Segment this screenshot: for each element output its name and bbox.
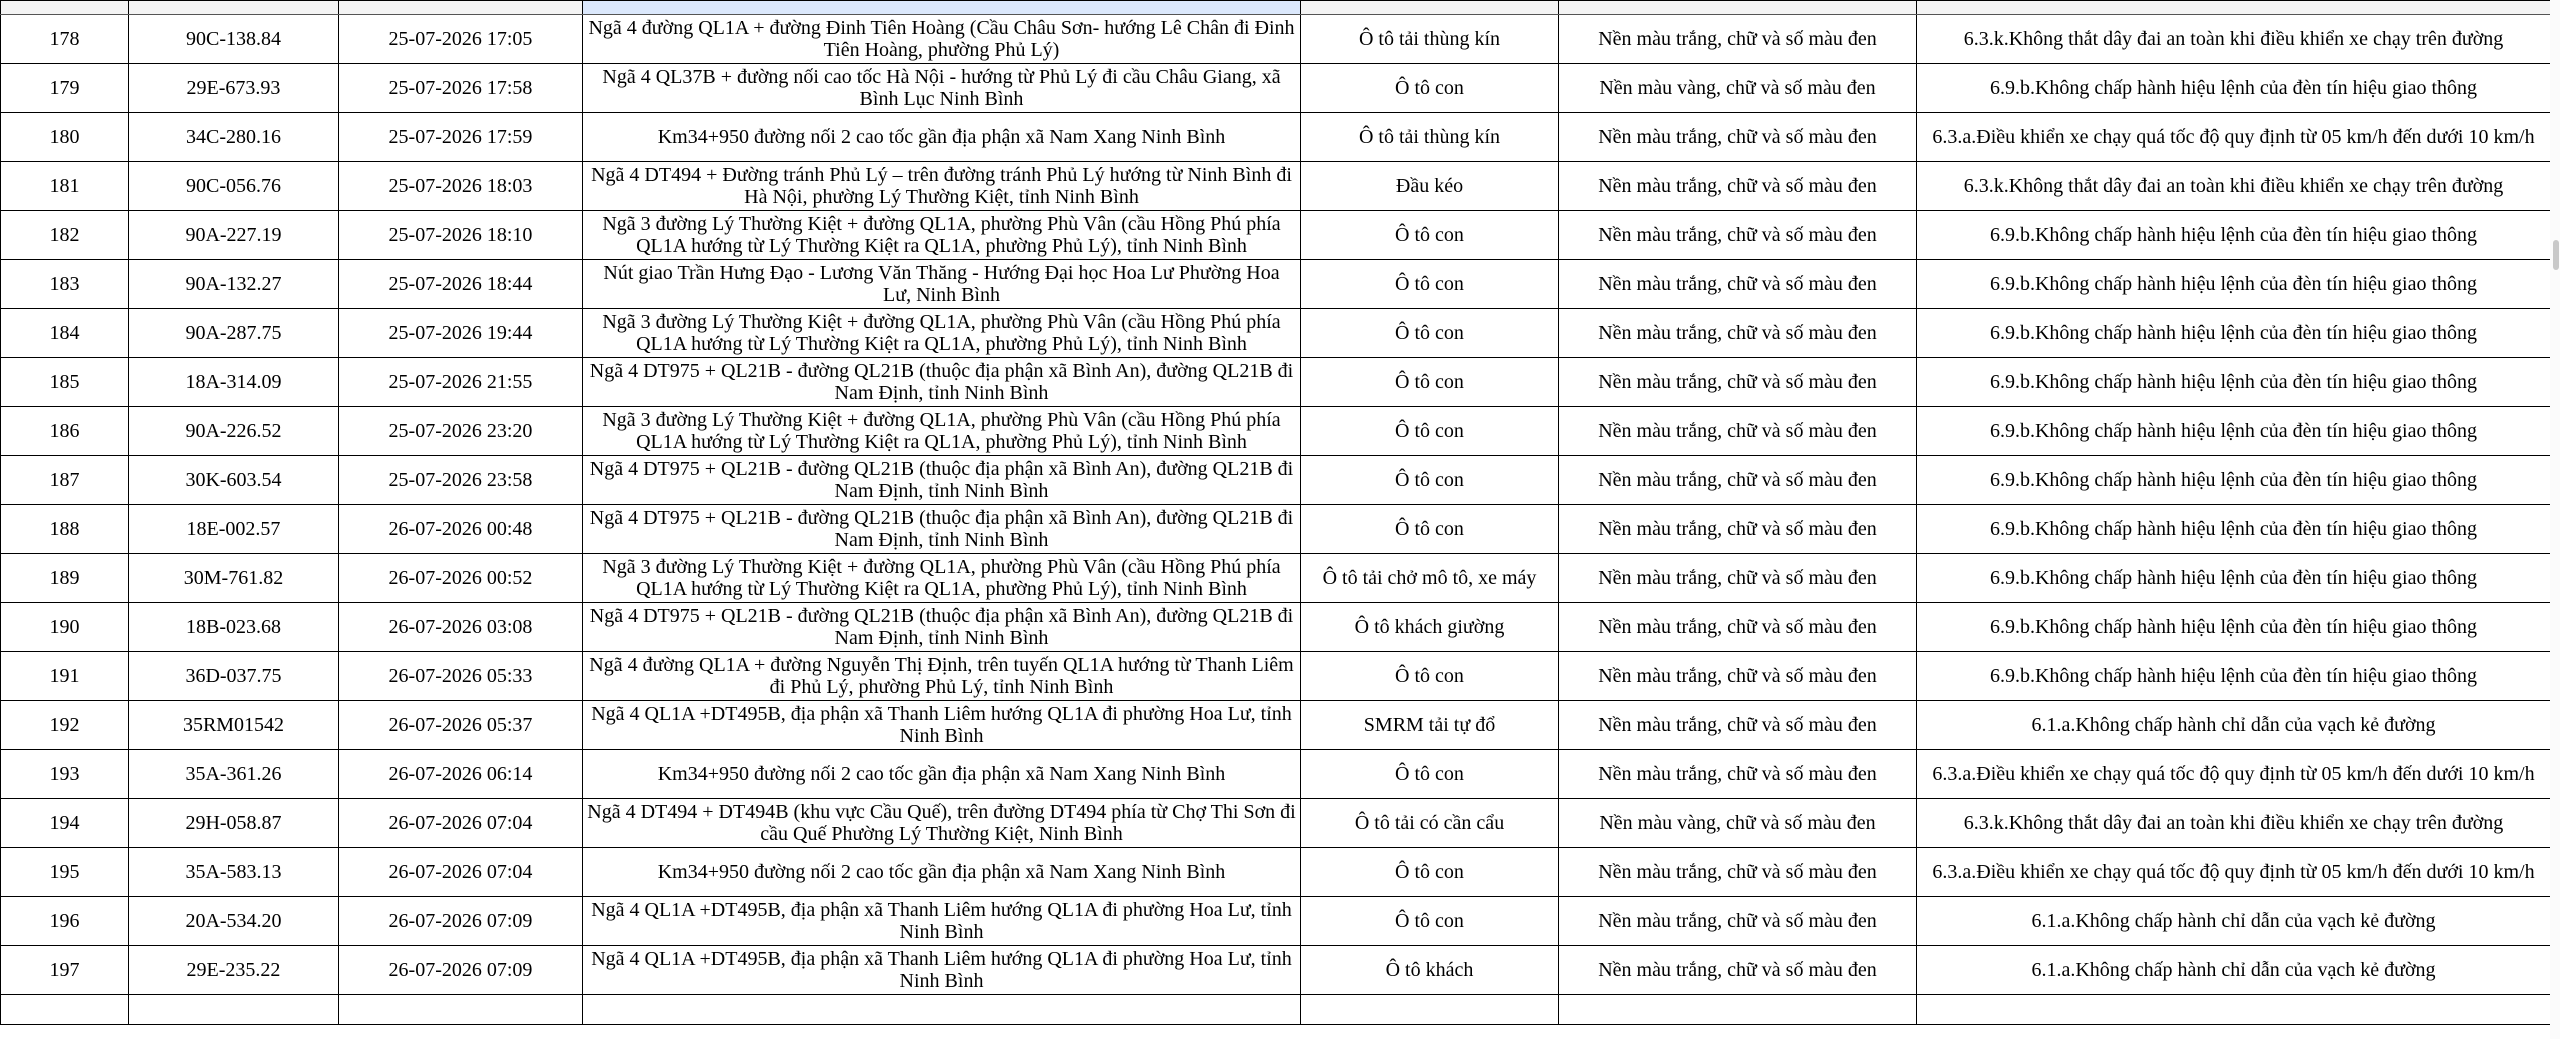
empty-cell[interactable] (1301, 995, 1559, 1025)
table-row (1, 211, 2551, 260)
cell-row-number[interactable]: 181 (1, 162, 129, 211)
cell-plate-color[interactable]: Nền màu trắng, chữ và số màu đen (1559, 211, 1917, 260)
cell-vehicle-type[interactable]: Ô tô con (1301, 505, 1559, 554)
cell-location[interactable]: Ngã 3 đường Lý Thường Kiệt + đường QL1A, phường Phù Vân (cầu Hồng Phú phía QL1A hướng từ Lý Thường Kiệt ra QL1A, phường Phủ Lý), tỉnh Ninh Bình (583, 211, 1301, 260)
cell-row-number[interactable]: 187 (1, 456, 129, 505)
cell-violation[interactable]: 6.9.b.Không chấp hành hiệu lệnh của đèn tín hiệu giao thông (1917, 603, 2551, 652)
cell-timestamp[interactable]: 26-07-2026 07:09 (339, 946, 583, 995)
cell-plate-color[interactable]: Nền màu trắng, chữ và số màu đen (1559, 358, 1917, 407)
table-body (1, 1, 2551, 1025)
cell-timestamp[interactable]: 26-07-2026 07:09 (339, 897, 583, 946)
cell-location[interactable]: Ngã 4 đường QL1A + đường Nguyễn Thị Định, trên tuyến QL1A hướng từ Thanh Liêm đi Phủ Lý, phường Phủ Lý, tỉnh Ninh Bình (583, 652, 1301, 701)
scrollbar-thumb[interactable] (2553, 240, 2559, 270)
cell-plate-color[interactable]: Nền màu trắng, chữ và số màu đen (1559, 750, 1917, 799)
cell-plate-color[interactable]: Nền màu trắng, chữ và số màu đen (1559, 505, 1917, 554)
cell-location[interactable]: Ngã 4 DT975 + QL21B - đường QL21B (thuộc địa phận xã Bình An), đường QL21B đi Nam Định, tỉnh Ninh Bình (583, 505, 1301, 554)
cell-violation[interactable]: 6.9.b.Không chấp hành hiệu lệnh của đèn tín hiệu giao thông (1917, 211, 2551, 260)
cell-location[interactable]: Ngã 4 DT494 + DT494B (khu vực Cầu Quế), trên đường DT494 phía từ Chợ Thi Sơn đi cầu Quế Phường Lý Thường Kiệt, Ninh Bình (583, 799, 1301, 848)
header-cell-selected[interactable] (583, 1, 1301, 15)
cell-timestamp[interactable]: 26-07-2026 05:33 (339, 652, 583, 701)
table-row (1, 309, 2551, 358)
cell-vehicle-type[interactable]: Ô tô con (1301, 897, 1559, 946)
cell-location[interactable]: Ngã 3 đường Lý Thường Kiệt + đường QL1A, phường Phù Vân (cầu Hồng Phú phía QL1A hướng từ Lý Thường Kiệt ra QL1A, phường Phủ Lý), tỉnh Ninh Bình (583, 554, 1301, 603)
cell-timestamp[interactable]: 26-07-2026 03:08 (339, 603, 583, 652)
cell-timestamp[interactable]: 25-07-2026 18:03 (339, 162, 583, 211)
cell-violation[interactable]: 6.3.a.Điều khiển xe chạy quá tốc độ quy định từ 05 km/h đến dưới 10 km/h (1917, 848, 2551, 897)
cell-plate-color[interactable]: Nền màu trắng, chữ và số màu đen (1559, 309, 1917, 358)
cell-violation[interactable]: 6.9.b.Không chấp hành hiệu lệnh của đèn tín hiệu giao thông (1917, 554, 2551, 603)
cell-location[interactable]: Ngã 4 DT975 + QL21B - đường QL21B (thuộc địa phận xã Bình An), đường QL21B đi Nam Định, tỉnh Ninh Bình (583, 603, 1301, 652)
cell-plate-color[interactable]: Nền màu trắng, chữ và số màu đen (1559, 848, 1917, 897)
cell-vehicle-type[interactable]: Ô tô con (1301, 260, 1559, 309)
cell-vehicle-type[interactable]: Ô tô con (1301, 64, 1559, 113)
cell-row-number[interactable]: 179 (1, 64, 129, 113)
cell-row-number[interactable]: 192 (1, 701, 129, 750)
header-cell[interactable] (1917, 1, 2551, 15)
cell-timestamp[interactable]: 26-07-2026 00:48 (339, 505, 583, 554)
cell-violation[interactable]: 6.9.b.Không chấp hành hiệu lệnh của đèn tín hiệu giao thông (1917, 652, 2551, 701)
cell-row-number[interactable]: 190 (1, 603, 129, 652)
table-row (1, 113, 2551, 162)
cell-vehicle-type[interactable]: Ô tô tải thùng kín (1301, 113, 1559, 162)
cell-violation[interactable]: 6.1.a.Không chấp hành chỉ dẫn của vạch kẻ đường (1917, 701, 2551, 750)
cell-timestamp[interactable]: 25-07-2026 17:05 (339, 15, 583, 64)
table-row (1, 64, 2551, 113)
cell-plate-color[interactable]: Nền màu trắng, chữ và số màu đen (1559, 701, 1917, 750)
header-cell[interactable] (129, 1, 339, 15)
cell-row-number[interactable]: 180 (1, 113, 129, 162)
vertical-scrollbar[interactable] (2550, 0, 2560, 1039)
table-row (1, 603, 2551, 652)
header-cell[interactable] (339, 1, 583, 15)
header-cell[interactable] (1559, 1, 1917, 15)
cell-plate-color[interactable]: Nền màu trắng, chữ và số màu đen (1559, 897, 1917, 946)
cell-plate-color[interactable]: Nền màu trắng, chữ và số màu đen (1559, 113, 1917, 162)
cell-license-plate[interactable]: 29E-673.93 (129, 64, 339, 113)
table-row (1, 505, 2551, 554)
cell-row-number[interactable]: 194 (1, 799, 129, 848)
table-row (1, 946, 2551, 995)
cell-violation[interactable]: 6.3.k.Không thắt dây đai an toàn khi điều khiển xe chạy trên đường (1917, 15, 2551, 64)
cell-location[interactable]: Ngã 4 DT494 + Đường tránh Phủ Lý – trên đường tránh Phủ Lý hướng từ Ninh Bình đi Hà Nội, phường Lý Thường Kiệt, tỉnh Ninh Bình (583, 162, 1301, 211)
table-row-partial (1, 995, 2551, 1025)
cell-timestamp[interactable]: 25-07-2026 17:59 (339, 113, 583, 162)
cell-plate-color[interactable]: Nền màu vàng, chữ và số màu đen (1559, 64, 1917, 113)
table-row (1, 554, 2551, 603)
cell-location[interactable]: Ngã 4 QL1A +DT495B, địa phận xã Thanh Liêm hướng QL1A đi phường Hoa Lư, tỉnh Ninh Bình (583, 946, 1301, 995)
cell-row-number[interactable]: 186 (1, 407, 129, 456)
cell-vehicle-type[interactable]: Ô tô con (1301, 848, 1559, 897)
cell-license-plate[interactable]: 90A-226.52 (129, 407, 339, 456)
cell-location[interactable]: Nút giao Trần Hưng Đạo - Lương Văn Thăng - Hướng Đại học Hoa Lư Phường Hoa Lư, Ninh Bình (583, 260, 1301, 309)
cell-plate-color[interactable]: Nền màu trắng, chữ và số màu đen (1559, 554, 1917, 603)
cell-license-plate[interactable]: 35A-361.26 (129, 750, 339, 799)
cell-license-plate[interactable]: 90C-138.84 (129, 15, 339, 64)
cell-plate-color[interactable]: Nền màu trắng, chữ và số màu đen (1559, 603, 1917, 652)
cell-location[interactable]: Km34+950 đường nối 2 cao tốc gần địa phận xã Nam Xang Ninh Bình (583, 113, 1301, 162)
cell-license-plate[interactable]: 36D-037.75 (129, 652, 339, 701)
cell-violation[interactable]: 6.1.a.Không chấp hành chỉ dẫn của vạch kẻ đường (1917, 946, 2551, 995)
cell-row-number[interactable]: 196 (1, 897, 129, 946)
cell-license-plate[interactable]: 90C-056.76 (129, 162, 339, 211)
cell-location[interactable]: Ngã 3 đường Lý Thường Kiệt + đường QL1A, phường Phù Vân (cầu Hồng Phú phía QL1A hướng từ Lý Thường Kiệt ra QL1A, phường Phủ Lý), tỉnh Ninh Bình (583, 407, 1301, 456)
table-row (1, 799, 2551, 848)
cell-vehicle-type[interactable]: Ô tô con (1301, 211, 1559, 260)
cell-license-plate[interactable]: 35A-583.13 (129, 848, 339, 897)
empty-cell[interactable] (1559, 995, 1917, 1025)
empty-cell[interactable] (1917, 995, 2551, 1025)
cell-row-number[interactable]: 188 (1, 505, 129, 554)
cell-violation[interactable]: 6.3.a.Điều khiển xe chạy quá tốc độ quy định từ 05 km/h đến dưới 10 km/h (1917, 113, 2551, 162)
cell-vehicle-type[interactable]: Ô tô con (1301, 456, 1559, 505)
cell-timestamp[interactable]: 26-07-2026 06:14 (339, 750, 583, 799)
header-cell[interactable] (1301, 1, 1559, 15)
cell-vehicle-type[interactable]: Ô tô con (1301, 652, 1559, 701)
cell-license-plate[interactable]: 18E-002.57 (129, 505, 339, 554)
cell-row-number[interactable]: 189 (1, 554, 129, 603)
cell-location[interactable]: Ngã 4 DT975 + QL21B - đường QL21B (thuộc địa phận xã Bình An), đường QL21B đi Nam Định, tỉnh Ninh Bình (583, 358, 1301, 407)
cell-violation[interactable]: 6.9.b.Không chấp hành hiệu lệnh của đèn tín hiệu giao thông (1917, 64, 2551, 113)
cell-vehicle-type[interactable]: Ô tô tải thùng kín (1301, 15, 1559, 64)
cell-location[interactable]: Ngã 4 DT975 + QL21B - đường QL21B (thuộc địa phận xã Bình An), đường QL21B đi Nam Định, tỉnh Ninh Bình (583, 456, 1301, 505)
cell-timestamp[interactable]: 25-07-2026 19:44 (339, 309, 583, 358)
cell-violation[interactable]: 6.9.b.Không chấp hành hiệu lệnh của đèn tín hiệu giao thông (1917, 456, 2551, 505)
cell-plate-color[interactable]: Nền màu trắng, chữ và số màu đen (1559, 946, 1917, 995)
table-row (1, 358, 2551, 407)
cell-violation[interactable]: 6.9.b.Không chấp hành hiệu lệnh của đèn tín hiệu giao thông (1917, 309, 2551, 358)
cell-timestamp[interactable]: 26-07-2026 07:04 (339, 799, 583, 848)
cell-vehicle-type[interactable]: SMRM tải tự đổ (1301, 701, 1559, 750)
cell-license-plate[interactable]: 30K-603.54 (129, 456, 339, 505)
table-row (1, 848, 2551, 897)
cell-license-plate[interactable]: 90A-132.27 (129, 260, 339, 309)
cell-violation[interactable]: 6.9.b.Không chấp hành hiệu lệnh của đèn tín hiệu giao thông (1917, 260, 2551, 309)
cell-license-plate[interactable]: 90A-227.19 (129, 211, 339, 260)
cell-row-number[interactable]: 197 (1, 946, 129, 995)
cell-row-number[interactable]: 193 (1, 750, 129, 799)
cell-timestamp[interactable]: 25-07-2026 21:55 (339, 358, 583, 407)
cell-plate-color[interactable]: Nền màu trắng, chữ và số màu đen (1559, 260, 1917, 309)
cell-violation[interactable]: 6.9.b.Không chấp hành hiệu lệnh của đèn tín hiệu giao thông (1917, 358, 2551, 407)
table-row (1, 162, 2551, 211)
cell-license-plate[interactable]: 29H-058.87 (129, 799, 339, 848)
cell-violation[interactable]: 6.3.k.Không thắt dây đai an toàn khi điều khiển xe chạy trên đường (1917, 799, 2551, 848)
cell-license-plate[interactable]: 29E-235.22 (129, 946, 339, 995)
cell-location[interactable]: Km34+950 đường nối 2 cao tốc gần địa phận xã Nam Xang Ninh Bình (583, 848, 1301, 897)
empty-cell[interactable] (129, 995, 339, 1025)
cell-plate-color[interactable]: Nền màu trắng, chữ và số màu đen (1559, 652, 1917, 701)
table-row (1, 407, 2551, 456)
cell-license-plate[interactable]: 20A-534.20 (129, 897, 339, 946)
cell-vehicle-type[interactable]: Ô tô con (1301, 309, 1559, 358)
cell-timestamp[interactable]: 25-07-2026 23:20 (339, 407, 583, 456)
cell-plate-color[interactable]: Nền màu trắng, chữ và số màu đen (1559, 15, 1917, 64)
cell-vehicle-type[interactable]: Ô tô khách (1301, 946, 1559, 995)
cell-row-number[interactable]: 185 (1, 358, 129, 407)
cell-vehicle-type[interactable]: Ô tô con (1301, 407, 1559, 456)
cell-timestamp[interactable]: 26-07-2026 05:37 (339, 701, 583, 750)
cell-timestamp[interactable]: 25-07-2026 18:10 (339, 211, 583, 260)
cell-location[interactable]: Ngã 4 QL1A +DT495B, địa phận xã Thanh Liêm hướng QL1A đi phường Hoa Lư, tỉnh Ninh Bình (583, 701, 1301, 750)
cell-row-number[interactable]: 182 (1, 211, 129, 260)
cell-row-number[interactable]: 191 (1, 652, 129, 701)
cell-vehicle-type[interactable]: Ô tô tải chở mô tô, xe máy (1301, 554, 1559, 603)
cell-violation[interactable]: 6.9.b.Không chấp hành hiệu lệnh của đèn tín hiệu giao thông (1917, 505, 2551, 554)
cell-vehicle-type[interactable]: Ô tô tải có cần cẩu (1301, 799, 1559, 848)
empty-cell[interactable] (339, 995, 583, 1025)
cell-violation[interactable]: 6.3.k.Không thắt dây đai an toàn khi điều khiển xe chạy trên đường (1917, 162, 2551, 211)
cell-location[interactable]: Ngã 4 đường QL1A + đường Đinh Tiên Hoàng (Cầu Châu Sơn- hướng Lê Chân đi Đinh Tiên Hoàng, phường Phủ Lý) (583, 15, 1301, 64)
cell-timestamp[interactable]: 25-07-2026 18:44 (339, 260, 583, 309)
cell-location[interactable]: Ngã 3 đường Lý Thường Kiệt + đường QL1A, phường Phù Vân (cầu Hồng Phú phía QL1A hướng từ Lý Thường Kiệt ra QL1A, phường Phủ Lý), tỉnh Ninh Bình (583, 309, 1301, 358)
cell-location[interactable]: Ngã 4 QL37B + đường nối cao tốc Hà Nội - hướng từ Phủ Lý đi cầu Châu Giang, xã Bình Lục Ninh Bình (583, 64, 1301, 113)
cell-license-plate[interactable]: 18B-023.68 (129, 603, 339, 652)
table-row (1, 750, 2551, 799)
cell-plate-color[interactable]: Nền màu trắng, chữ và số màu đen (1559, 456, 1917, 505)
cell-vehicle-type[interactable]: Đầu kéo (1301, 162, 1559, 211)
cell-row-number[interactable]: 184 (1, 309, 129, 358)
cell-row-number[interactable]: 195 (1, 848, 129, 897)
cell-violation[interactable]: 6.1.a.Không chấp hành chỉ dẫn của vạch kẻ đường (1917, 897, 2551, 946)
cell-plate-color[interactable]: Nền màu vàng, chữ và số màu đen (1559, 799, 1917, 848)
cell-row-number[interactable]: 183 (1, 260, 129, 309)
cell-license-plate[interactable]: 30M-761.82 (129, 554, 339, 603)
cell-vehicle-type[interactable]: Ô tô con (1301, 358, 1559, 407)
cell-timestamp[interactable]: 25-07-2026 23:58 (339, 456, 583, 505)
column-header-strip (1, 1, 2551, 15)
empty-cell[interactable] (1, 995, 129, 1025)
table-row (1, 701, 2551, 750)
empty-cell[interactable] (583, 995, 1301, 1025)
cell-location[interactable]: Km34+950 đường nối 2 cao tốc gần địa phận xã Nam Xang Ninh Bình (583, 750, 1301, 799)
cell-violation[interactable]: 6.3.a.Điều khiển xe chạy quá tốc độ quy định từ 05 km/h đến dưới 10 km/h (1917, 750, 2551, 799)
table-row (1, 260, 2551, 309)
cell-plate-color[interactable]: Nền màu trắng, chữ và số màu đen (1559, 162, 1917, 211)
cell-location[interactable]: Ngã 4 QL1A +DT495B, địa phận xã Thanh Liêm hướng QL1A đi phường Hoa Lư, tỉnh Ninh Bình (583, 897, 1301, 946)
cell-timestamp[interactable]: 26-07-2026 07:04 (339, 848, 583, 897)
cell-vehicle-type[interactable]: Ô tô khách giường (1301, 603, 1559, 652)
header-cell[interactable] (1, 1, 129, 15)
cell-vehicle-type[interactable]: Ô tô con (1301, 750, 1559, 799)
cell-plate-color[interactable]: Nền màu trắng, chữ và số màu đen (1559, 407, 1917, 456)
cell-license-plate[interactable]: 35RM01542 (129, 701, 339, 750)
table-row (1, 456, 2551, 505)
cell-violation[interactable]: 6.9.b.Không chấp hành hiệu lệnh của đèn tín hiệu giao thông (1917, 407, 2551, 456)
cell-license-plate[interactable]: 34C-280.16 (129, 113, 339, 162)
cell-license-plate[interactable]: 90A-287.75 (129, 309, 339, 358)
table-row (1, 652, 2551, 701)
table-row (1, 15, 2551, 64)
cell-license-plate[interactable]: 18A-314.09 (129, 358, 339, 407)
cell-timestamp[interactable]: 25-07-2026 17:58 (339, 64, 583, 113)
cell-row-number[interactable]: 178 (1, 15, 129, 64)
cell-timestamp[interactable]: 26-07-2026 00:52 (339, 554, 583, 603)
table-row (1, 897, 2551, 946)
